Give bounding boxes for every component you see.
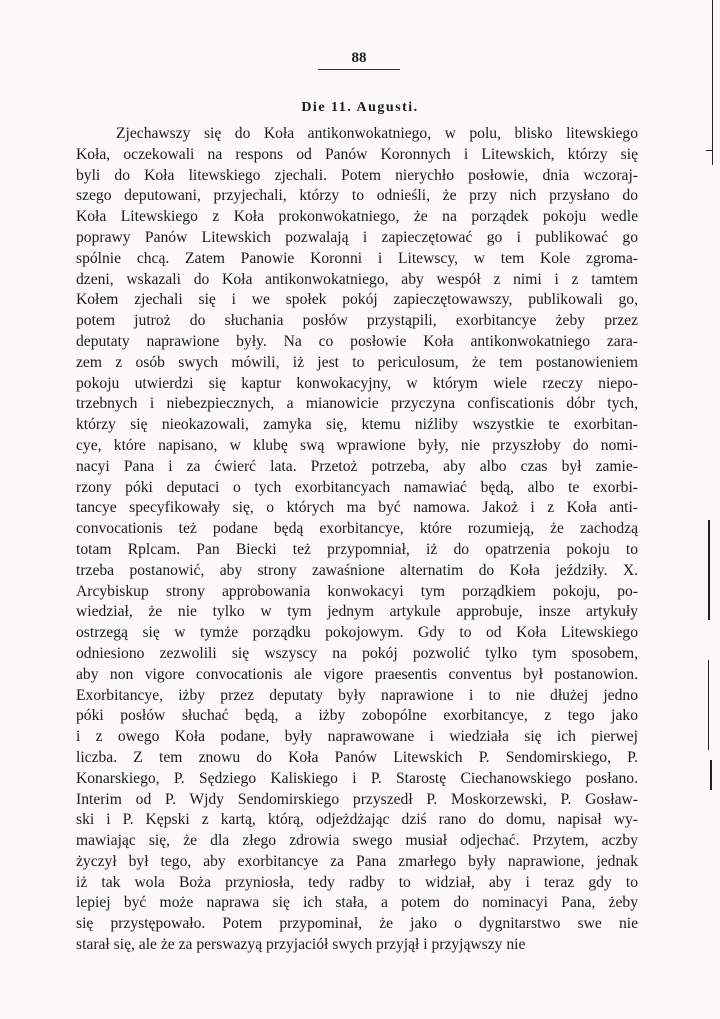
text-line: deputaty naprawione były. Na co posłowie Koła antikonwokatniego zara-	[76, 332, 638, 350]
margin-line	[712, 0, 713, 165]
text-line: liczba. Z tem znowu do Koła Panów Litewskich P. Sendomirskiego, P.	[76, 748, 638, 766]
margin-line	[708, 660, 709, 750]
margin-tick	[706, 150, 713, 151]
text-line: pokoju utwierdzi się kaptur konwokacyjny, w którym wiele rzeczy niepo-	[76, 374, 638, 392]
text-line: nacyi Pana i za ćwierć lata. Przetoż potrzeba, aby albo czas był zamie-	[76, 457, 638, 475]
text-line: odniesiono zezwolili się wszyscy na pokój pozwolić tylko tym sposobem,	[76, 644, 638, 662]
text-line: Kołem zjechali się i we społek pokój zapieczętowawszy, publikowali go,	[76, 291, 638, 309]
text-line: którzy się nieokazowali, zamyka się, ktemu niźliby wszystkie te exorbitan-	[76, 416, 638, 434]
text-line: zem z osób swych mówili, iż jest to periculosum, że tem postanowieniem	[76, 353, 638, 371]
page-number: 88	[318, 50, 400, 70]
text-line: iż tak wola Boża przyniosła, tedy radby to widział, aby i teraz gdy to	[76, 873, 638, 891]
text-line: convocationis też podane będą exorbitancye, które rozumieją, że zachodzą	[76, 520, 638, 538]
text-line: i z owego Koła podane, były naprawowane i wiedziała się ich pierwej	[76, 728, 638, 746]
text-line: tancye specyfikowały się, o których ma być namowa. Jakoż i z Koła anti-	[76, 499, 638, 517]
text-line: mawiając się, że dla złego zdrowia swego musiał odjechać. Przytem, aczby	[76, 832, 638, 850]
text-line: Interim od P. Wjdy Sendomirskiego przyszedł P. Moskorzewski, P. Gosław-	[76, 790, 638, 808]
text-line: spólnie chcą. Zatem Panowie Koronni i Litewscy, w tem Kole zgroma-	[76, 249, 638, 267]
section-heading: Die 11. Augusti.	[301, 100, 419, 115]
text-line: póki posłów słuchać będą, a iżby zobopólne exorbitancye, z tego jako	[76, 707, 638, 725]
text-line: byli do Koła litewskiego zjechali. Potem nierychło posłowie, dnia wczoraj-	[76, 166, 638, 184]
text-line: wiedział, że nie tylko w tym jednym artykule approbuje, insze artykuły	[76, 603, 638, 621]
margin-line	[708, 520, 710, 620]
text-line: Exorbitancye, iżby przez deputaty były naprawione i to nie dłużej jedno	[76, 686, 638, 704]
text-line: Arcybiskup strony approbowania konwokacyi tym porządkiem pokoju, po-	[76, 582, 638, 600]
text-line: trzebnych i niebezpiecznych, a mianowicie przyczyna confiscationis dóbr tych,	[76, 395, 638, 413]
margin-line	[710, 760, 712, 790]
body-text	[76, 124, 638, 956]
text-line: lepiej być może naprawa się ich stała, a potem do nominacyi Pana, żeby	[76, 894, 638, 912]
text-line: aby non vigore convocationis ale vigore praesentis conventus był postanowion.	[76, 665, 638, 683]
text-line: potem jutroż do słuchania posłów przystąpili, exorbitancye żeby przez	[76, 312, 638, 330]
text-line: trzeba postanowić, aby strony zawaśnione alternatim do Koła jeździły. X.	[76, 561, 638, 579]
text-line: Zjechawszy się do Koła antikonwokatniego, w polu, blisko litewskiego	[116, 125, 638, 142]
text-line: cye, które napisano, w klubę swą wprawione były, nie przyszłoby do nomi-	[76, 436, 638, 454]
text-line: Konarskiego, P. Sędziego Kaliskiego i P. Starostę Ciechanowskiego posłano.	[76, 769, 638, 787]
text-line: życzył był tego, aby exorbitancye za Pana zmarłego były naprawione, jednak	[76, 852, 638, 870]
text-line: się przystępowało. Potem przypominał, że jako o dygnitarstwo swe nie	[76, 915, 638, 933]
text-line: totam Rplcam. Pan Biecki też przypomniał, iż do opatrzenia pokoju to	[76, 540, 638, 558]
text-line: ostrzegą się w tymże porządku pokojowym. Gdy to od Koła Litewskiego	[76, 624, 638, 642]
text-line: Koła Litewskiego z Koła prokonwokatniego, że na porządek pokoju wedle	[76, 208, 638, 226]
text-line: dzeni, wskazali do Koła antikonwokatniego, aby wespół z nimi i z tamtem	[76, 270, 638, 288]
text-line: poprawy Panów Litewskich pozwalają i zapieczętować go i publikować go	[76, 228, 638, 246]
text-line: rzony póki deputaci o tych exorbitancyach namawiać będą, albo te exorbi-	[76, 478, 638, 496]
text-line: szego deputowani, przyjechali, którzy to odnieśli, że przy nich przysłano do	[76, 187, 638, 205]
text-line: ski i P. Kępski z kartą, którą, odjeżdżając dziś rano do domu, napisał wy-	[76, 811, 638, 829]
text-line: starał się, ale że za perswazyą przyjaciół swych przyjął i przyjąwszy nie	[76, 936, 526, 954]
text-line: Koła, oczekowali na respons od Panów Koronnych i Litewskich, którzy się	[76, 145, 638, 163]
